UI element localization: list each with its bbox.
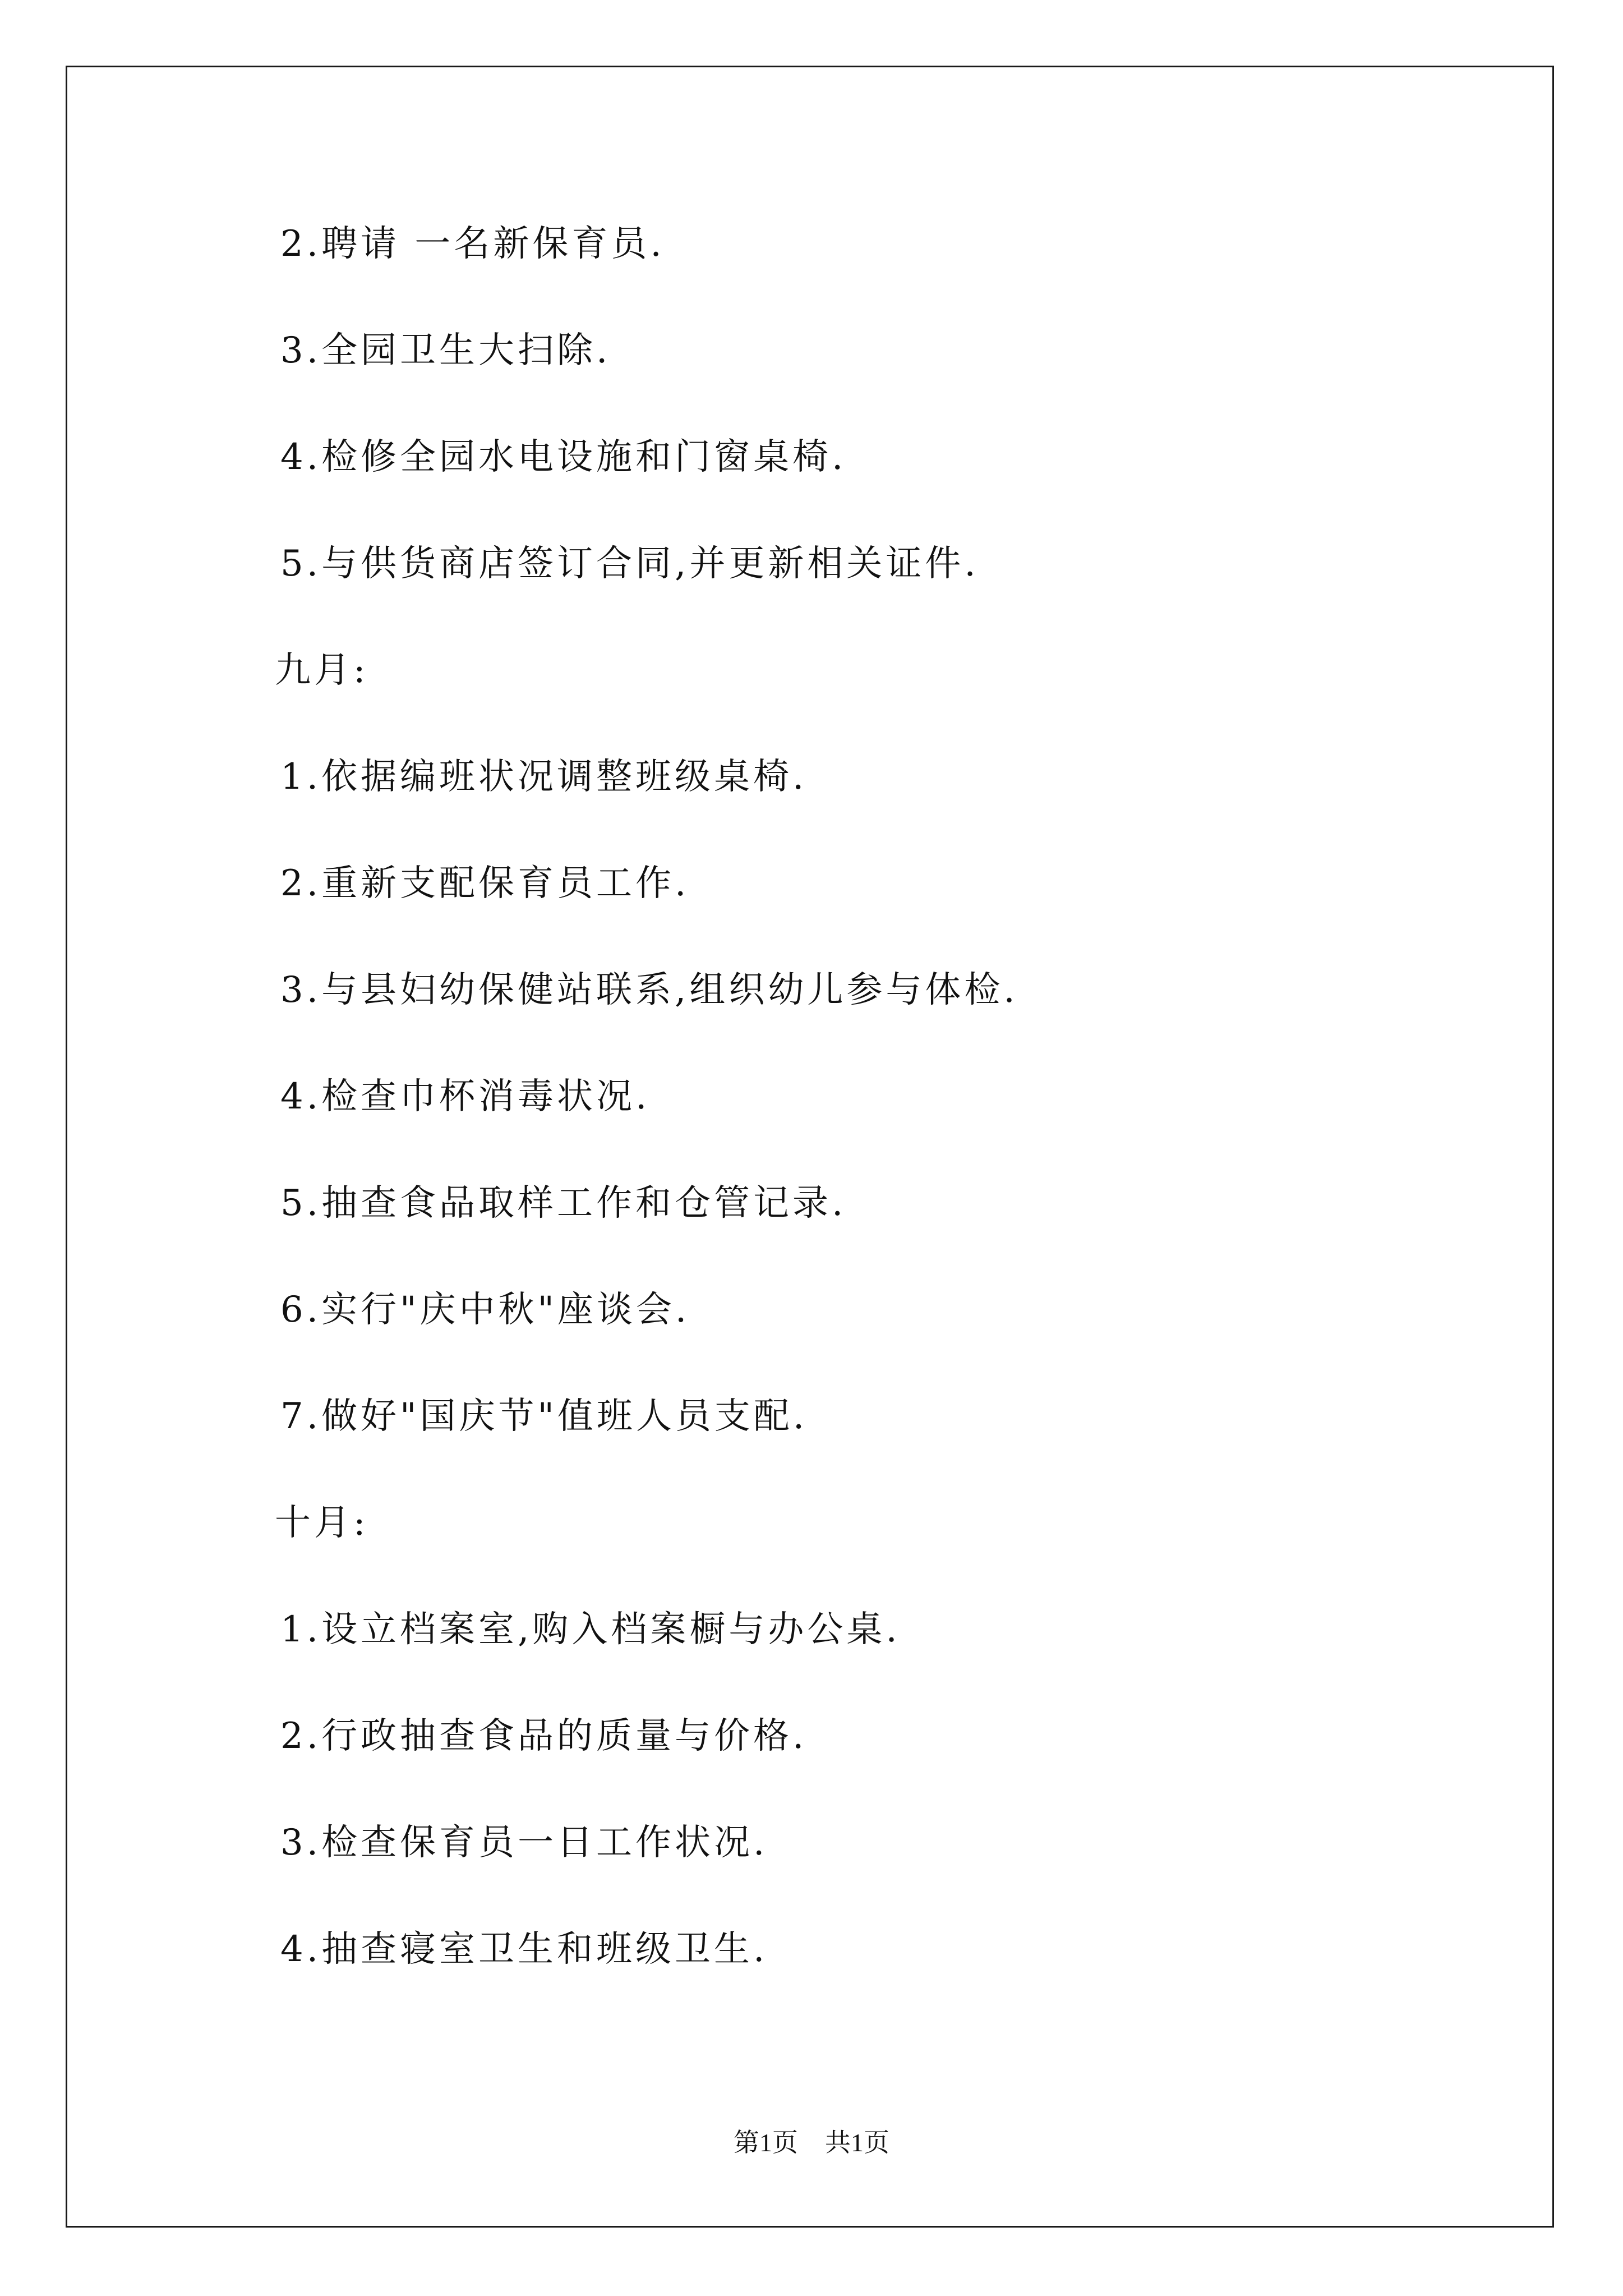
list-item: 5.抽查食品取样工作和仓管记录. xyxy=(280,1182,847,1224)
page-footer xyxy=(0,2126,1623,2160)
list-item: 2.聘请 一名新保育员. xyxy=(280,223,665,265)
list-item: 3.检查保育员一日工作状况. xyxy=(280,1822,768,1864)
list-item: 3.与县妇幼保健站联系,组织幼儿参与体检. xyxy=(280,969,1018,1011)
list-item: 4.检修全园水电设施和门窗桌椅. xyxy=(280,436,847,478)
page-number: 第1页 xyxy=(734,2128,798,2157)
list-item: 1.依据编班状况调整班级桌椅. xyxy=(280,756,808,798)
page-border xyxy=(66,66,1554,2228)
section-heading-september: 九月: xyxy=(275,650,369,691)
list-item: 4.抽查寝室卫生和班级卫生. xyxy=(280,1929,768,1970)
list-item: 2.行政抽查食品的质量与价格. xyxy=(280,1715,808,1757)
list-item: 5.与供货商店签订合同,并更新相关证件. xyxy=(280,543,979,585)
list-item: 4.检查巾杯消毒状况. xyxy=(280,1076,651,1117)
list-item: 2.重新支配保育员工作. xyxy=(280,863,690,904)
list-item: 7.做好"国庆节"值班人员支配. xyxy=(280,1396,808,1437)
list-item: 6.实行"庆中秋"座谈会. xyxy=(280,1289,690,1331)
list-item: 3.全园卫生大扫除. xyxy=(280,330,611,371)
section-heading-october: 十月: xyxy=(275,1502,369,1544)
list-item: 1.设立档案室,购入档案橱与办公桌. xyxy=(280,1609,901,1650)
page-total: 共1页 xyxy=(825,2128,889,2157)
